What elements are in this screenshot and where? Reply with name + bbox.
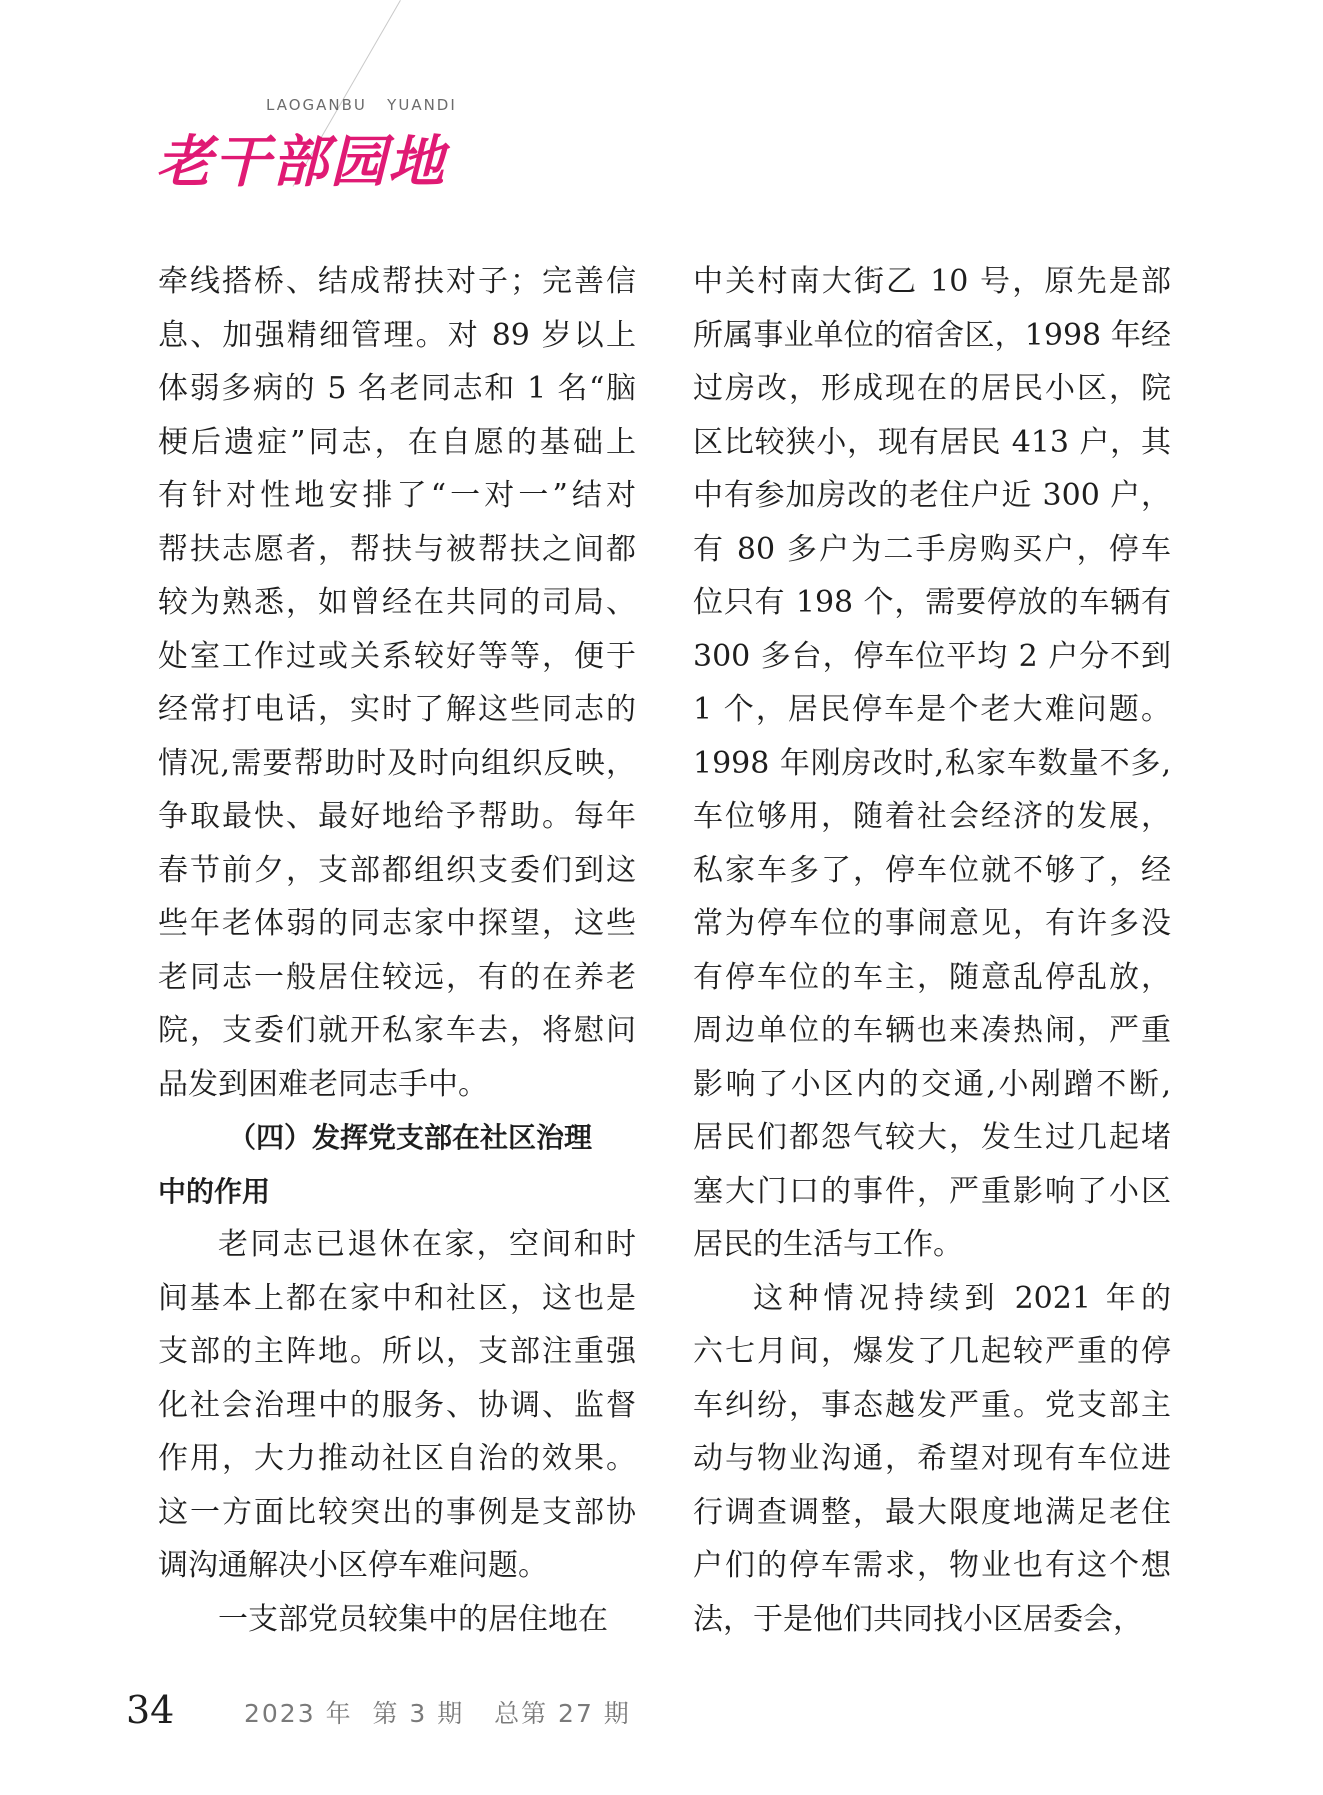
text-line: 帮扶志愿者，帮扶与被帮扶之间都 [158, 531, 636, 567]
text-line: 作用，大力推动社区自治的效果。 [158, 1441, 636, 1476]
left-column [158, 255, 636, 1646]
text-line: 1998 年刚房改时,私家车数量不多, [693, 745, 1171, 781]
text-line: 动与物业沟通，希望对现有车位进 [693, 1441, 1171, 1476]
text-line: 位只有 198 个，需要停放的车辆有 [693, 585, 1171, 620]
text-line: 行调查调整，最大限度地满足老住 [693, 1494, 1171, 1530]
page-number: 34 [126, 1688, 175, 1732]
text-line: 些年老体弱的同志家中探望，这些 [158, 906, 636, 941]
section-heading-line1: （四）发挥党支部在社区治理 [228, 1121, 593, 1154]
section-heading-line2: 中的作用 [158, 1174, 271, 1208]
text-line: 区比较狭小，现有居民 413 户，其 [693, 424, 1171, 460]
text-line: 老同志已退休在家，空间和时 [218, 1227, 636, 1262]
text-line: 所属事业单位的宿舍区，1998 年经 [693, 317, 1171, 353]
text-line: 一支部党员较集中的居住地在 [218, 1601, 608, 1637]
text-line: 间基本上都在家中和社区，这也是 [158, 1280, 636, 1316]
text-line: 品发到困难老同志手中。 [158, 1066, 488, 1102]
brand-english-title: LAOGANBU YUANDI [266, 96, 457, 114]
text-line: 中有参加房改的老住户近 300 户， [693, 478, 1171, 513]
text-line: 六七月间，爆发了几起较严重的停 [693, 1334, 1171, 1369]
text-line: 户们的停车需求，物业也有这个想 [693, 1548, 1171, 1583]
text-line: 有停车位的车主，随意乱停乱放， [693, 959, 1171, 995]
text-line: 牵线搭桥、结成帮扶对子；完善信 [158, 264, 636, 299]
text-line: 居民们都怨气较大，发生过几起堵 [693, 1120, 1171, 1155]
text-line: 梗后遗症”同志，在自愿的基础上 [158, 424, 636, 460]
text-line: 影响了小区内的交通,小剐蹭不断, [693, 1066, 1171, 1102]
text-line: 经常打电话，实时了解这些同志的 [158, 692, 636, 727]
text-line: 体弱多病的 5 名老同志和 1 名“脑 [158, 371, 636, 406]
text-line: 300 多台，停车位平均 2 户分不到 [693, 638, 1171, 674]
text-line: 周边单位的车辆也来凑热闹，严重 [693, 1013, 1171, 1048]
text-line: 塞大门口的事件，严重影响了小区 [693, 1173, 1171, 1209]
text-line: 调沟通解决小区停车难问题。 [158, 1548, 548, 1583]
text-line: 争取最快、最好地给予帮助。每年 [158, 799, 636, 834]
text-line: 化社会治理中的服务、协调、监督 [158, 1387, 636, 1423]
text-line: 1 个，居民停车是个老大难问题。 [693, 692, 1171, 727]
text-line: 院，支委们就开私家车去，将慰问 [158, 1013, 636, 1048]
text-line: 常为停车位的事闹意见，有许多没 [693, 906, 1171, 941]
text-line: 息、加强精细管理。对 89 岁以上 [158, 317, 636, 353]
text-line: 春节前夕，支部都组织支委们到这 [158, 852, 636, 888]
text-line: 这一方面比较突出的事例是支部协 [158, 1494, 636, 1530]
text-line: 法，于是他们共同找小区居委会， [693, 1601, 1143, 1637]
text-line: 较为熟悉，如曾经在共同的司局、 [158, 585, 636, 620]
text-line: 支部的主阵地。所以，支部注重强 [158, 1334, 636, 1369]
text-line: 过房改，形成现在的居民小区，院 [693, 371, 1171, 406]
text-line: 处室工作过或关系较好等等，便于 [158, 638, 636, 674]
text-line: 居民的生活与工作。 [693, 1227, 963, 1262]
text-line: 有 80 多户为二手房购买户，停车 [693, 531, 1171, 567]
text-line: 车位够用，随着社会经济的发展， [693, 799, 1171, 834]
text-line: 车纠纷，事态越发严重。党支部主 [693, 1387, 1171, 1423]
right-column [693, 255, 1171, 1646]
text-line: 情况,需要帮助时及时向组织反映， [158, 745, 636, 781]
text-line: 这种情况持续到 2021 年的 [753, 1280, 1171, 1316]
text-line: 老同志一般居住较远，有的在养老 [158, 959, 636, 995]
brand-logo-title: 老干部园地 [156, 129, 446, 195]
text-line: 私家车多了，停车位就不够了，经 [693, 852, 1171, 888]
issue-info: 2023 年 第 3 期 总第 27 期 [244, 1699, 631, 1728]
text-line: 中关村南大街乙 10 号，原先是部 [693, 264, 1171, 299]
text-line: 有针对性地安排了“一对一”结对 [158, 478, 636, 513]
